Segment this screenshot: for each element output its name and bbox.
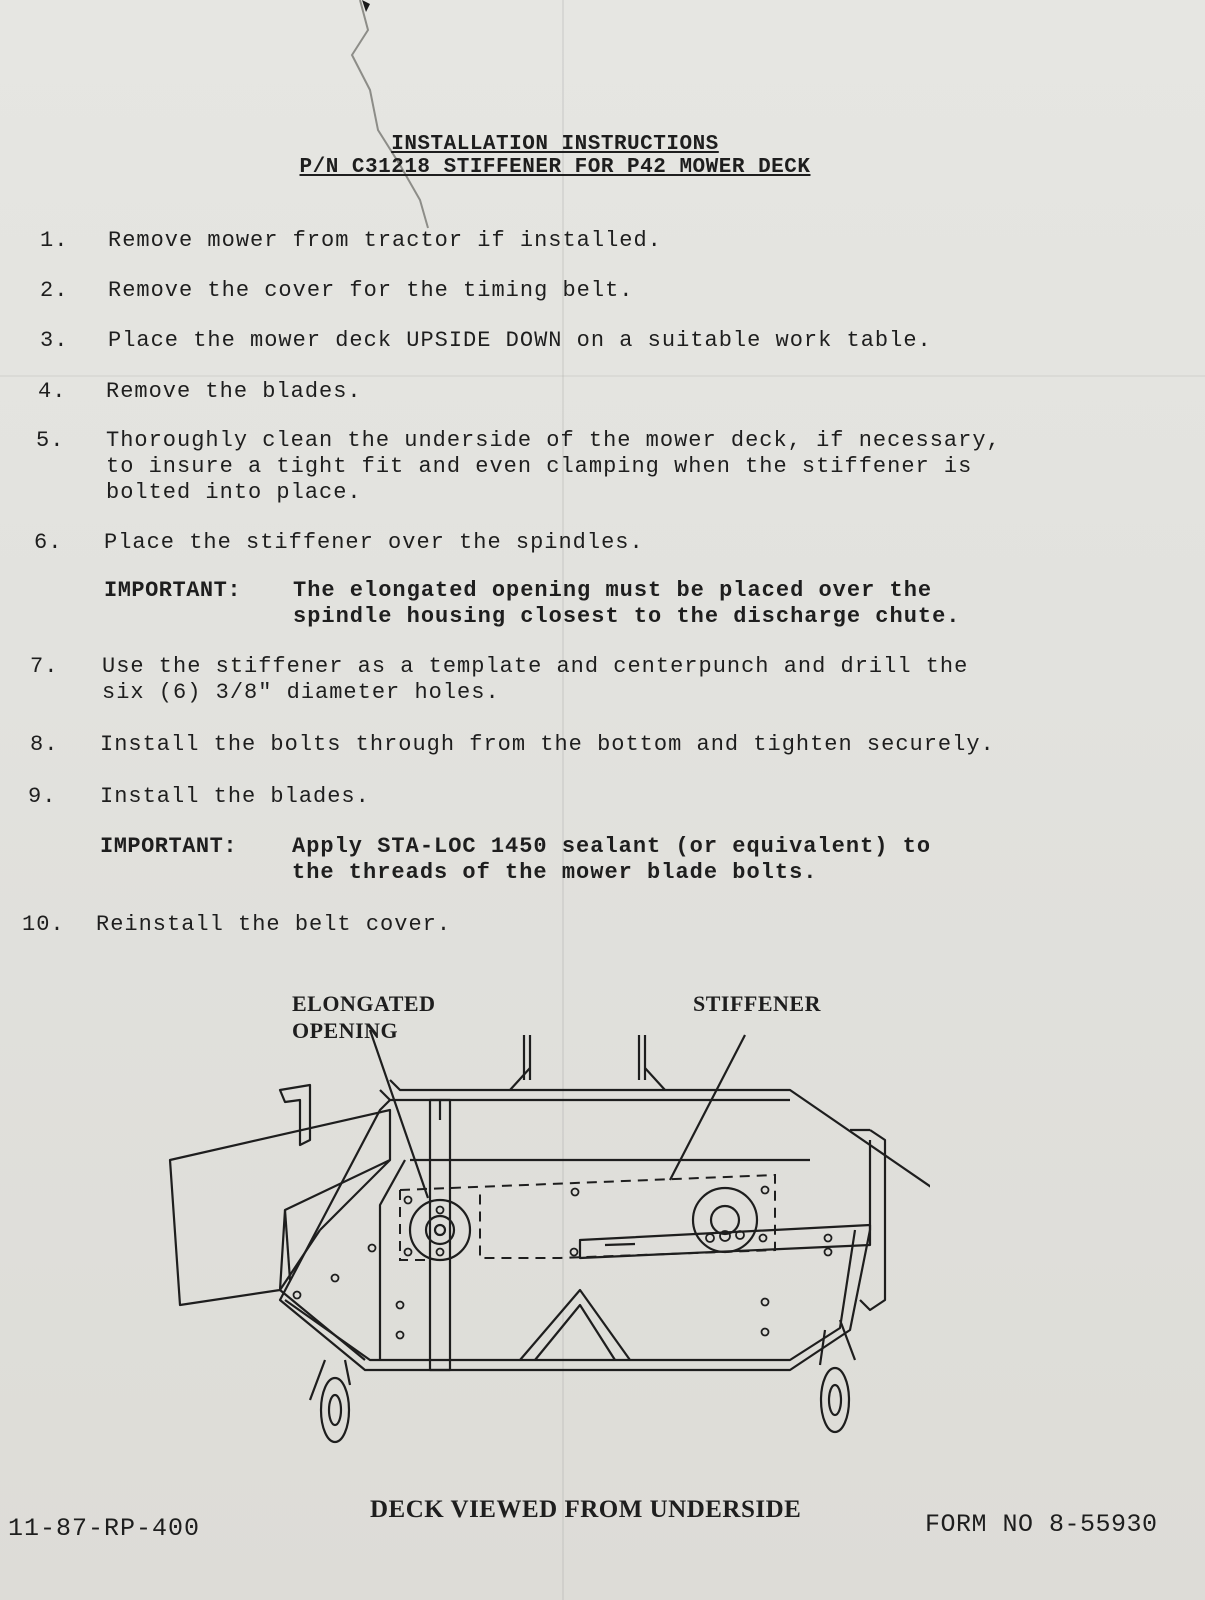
step-number: 1. xyxy=(40,228,69,253)
mower-deck-diagram xyxy=(150,1030,930,1470)
step-number: 4. xyxy=(38,379,67,404)
step-number: 9. xyxy=(28,784,57,809)
step-text: Thoroughly clean the underside of the mower deck, if necessary, to insure a tight fit and even clamping when the stiffener is bolted into place. xyxy=(106,428,1001,505)
torn-corner xyxy=(340,0,450,230)
diagram-caption: DECK VIEWED FROM UNDERSIDE xyxy=(370,1496,802,1523)
step-text: Use the stiffener as a template and centerpunch and drill the six (6) 3/8" diameter holes. xyxy=(102,654,969,705)
step-number: 10. xyxy=(22,912,65,937)
important-label: IMPORTANT: xyxy=(104,578,242,603)
step-text: Remove mower from tractor if installed. xyxy=(108,228,662,253)
form-number: FORM NO 8-55930 xyxy=(925,1510,1158,1539)
callout-elongated-opening: ELONGATED OPENING xyxy=(292,991,436,1043)
step-text: Reinstall the belt cover. xyxy=(96,912,452,937)
callout-stiffener: STIFFENER xyxy=(693,991,821,1016)
step-text: Place the stiffener over the spindles. xyxy=(104,530,644,555)
fold-crease-horizontal xyxy=(0,375,1205,377)
document-title: INSTALLATION INSTRUCTIONS xyxy=(391,133,719,156)
important-text: The elongated opening must be placed over the spindle housing closest to the discharge chute. xyxy=(293,578,961,629)
step-text: Place the mower deck UPSIDE DOWN on a suitable work table. xyxy=(108,328,932,353)
step-number: 5. xyxy=(36,428,65,453)
document-subtitle: P/N C31218 STIFFENER FOR P42 MOWER DECK xyxy=(299,156,811,179)
step-text: Remove the cover for the timing belt. xyxy=(108,278,634,303)
step-number: 6. xyxy=(34,530,63,555)
step-text: Install the bolts through from the bottom and tighten securely. xyxy=(100,732,995,757)
step-number: 3. xyxy=(40,328,69,353)
important-label: IMPORTANT: xyxy=(100,834,238,859)
step-number: 8. xyxy=(30,732,59,757)
step-text: Install the blades. xyxy=(100,784,370,809)
important-text: Apply STA-LOC 1450 sealant (or equivalent) to the threads of the mower blade bolts. xyxy=(292,834,932,885)
document-code: 11-87-RP-400 xyxy=(8,1514,201,1543)
step-text: Remove the blades. xyxy=(106,379,362,404)
step-number: 7. xyxy=(30,654,59,679)
step-number: 2. xyxy=(40,278,69,303)
